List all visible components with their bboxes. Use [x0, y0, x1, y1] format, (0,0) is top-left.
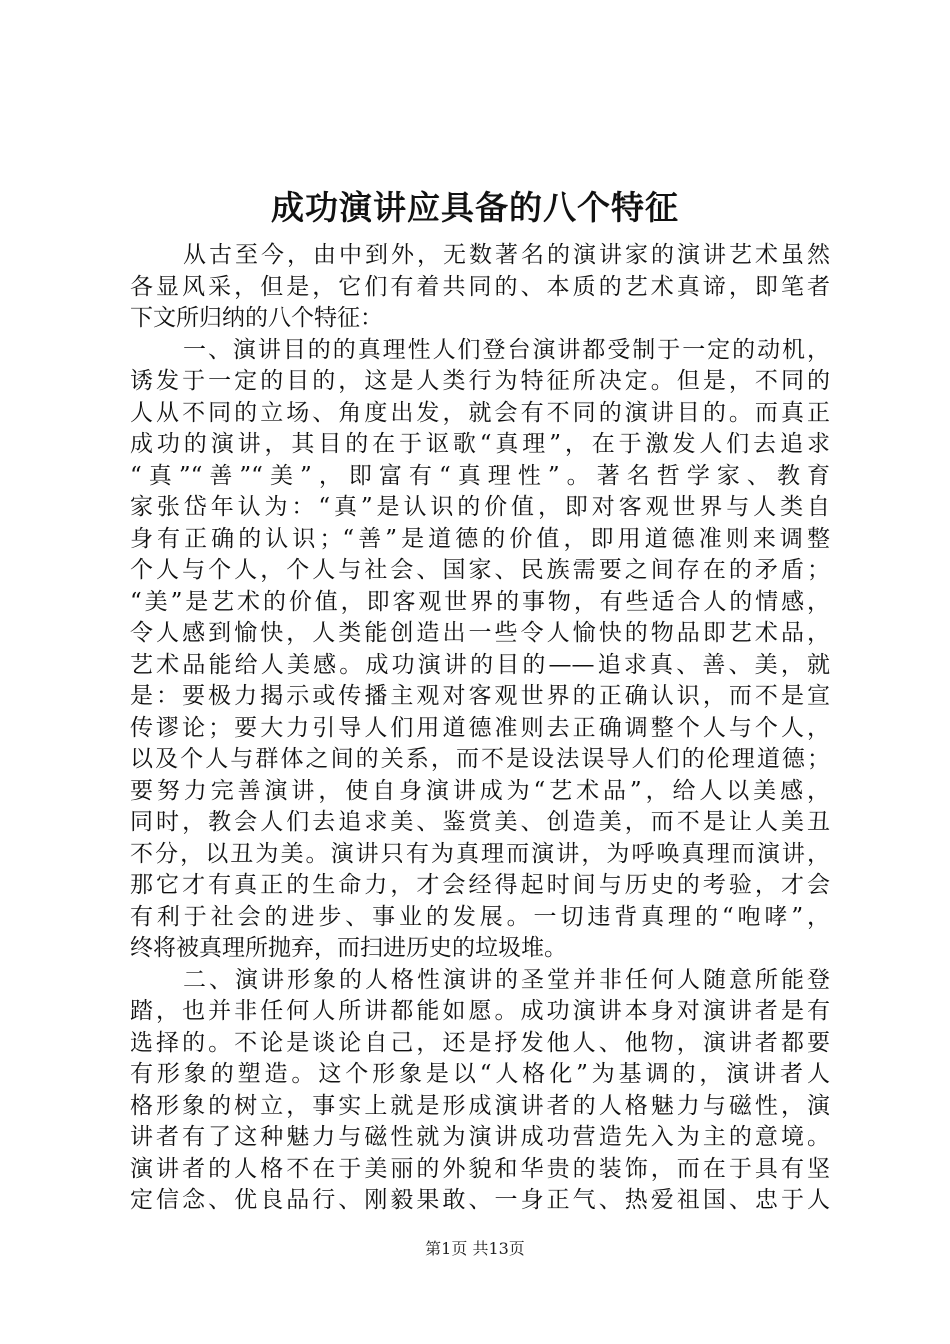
text-line: “真”“善”“美”，即富有“真理性”。著名哲学家、教育 [130, 462, 830, 489]
text-line: “美”是艺术的价值，即客观世界的事物，有些适合人的情感， [130, 588, 830, 615]
text-line: 讲者有了这种魅力与磁性就为演讲成功营造先入为主的意境。 [130, 1124, 830, 1150]
text-line: 人从不同的立场、角度出发，就会有不同的演讲目的。而真正 [130, 399, 830, 426]
text-line: 下文所归纳的八个特征： [130, 305, 383, 331]
text-line: 格形象的树立，事实上就是形成演讲者的人格魅力与磁性，演 [130, 1092, 830, 1119]
document-body [130, 240, 830, 1217]
text-line: 要努力完善演讲，使自身演讲成为“艺术品”，给人以美感， [130, 777, 830, 804]
text-line: 一、演讲目的的真理性人们登台演讲都受制于一定的动机， [183, 336, 830, 363]
text-line: 二、演讲形象的人格性演讲的圣堂并非任何人随意所能登 [183, 966, 830, 993]
text-line: 有形象的塑造。这个形象是以“人格化”为基调的，演讲者人 [130, 1061, 830, 1087]
text-line: 个人与个人，个人与社会、国家、民族需要之间存在的矛盾； [130, 557, 830, 583]
text-line: 家张岱年认为：“真”是认识的价值，即对客观世界与人类自 [130, 494, 830, 520]
text-line: 不分，以丑为美。演讲只有为真理而演讲，为呼唤真理而演讲， [130, 840, 830, 867]
text-line: 终将被真理所抛弃，而扫进历史的垃圾堆。 [130, 935, 567, 961]
text-line: 选择的。不论是谈论自己，还是抒发他人、他物，演讲者都要 [130, 1029, 830, 1056]
text-line: 有利于社会的进步、事业的发展。一切违背真理的“咆哮”， [130, 903, 830, 930]
text-line: 同时，教会人们去追求美、鉴赏美、创造美，而不是让人美丑 [130, 809, 830, 835]
text-line: 踏，也并非任何人所讲都能如愿。成功演讲本身对演讲者是有 [130, 998, 830, 1024]
text-line: 身有正确的认识；“善”是道德的价值，即用道德准则来调整 [130, 525, 830, 552]
document-title: 成功演讲应具备的八个特征 [271, 188, 679, 227]
text-line: 以及个人与群体之间的关系，而不是设法误导人们的伦理道德； [130, 746, 830, 772]
text-line: 定信念、优良品行、刚毅果敢、一身正气、热爱祖国、忠于人 [130, 1187, 830, 1213]
text-line: 演讲者的人格不在于美丽的外貌和华贵的装饰，而在于具有坚 [130, 1155, 830, 1182]
text-line: 艺术品能给人美感。成功演讲的目的——追求真、善、美，就 [130, 651, 830, 678]
text-line: 是：要极力揭示或传播主观对客观世界的正确认识，而不是宣 [130, 683, 830, 709]
text-line: 传谬论；要大力引导人们用道德准则去正确调整个人与个人， [130, 714, 830, 741]
text-line: 从古至今，由中到外，无数著名的演讲家的演讲艺术虽然 [183, 242, 830, 268]
text-line: 成功的演讲，其目的在于讴歌“真理”，在于激发人们去追求 [130, 431, 830, 457]
text-line: 令人感到愉快，人类能创造出一些令人愉快的物品即艺术品， [130, 620, 830, 646]
text-line: 那它才有真正的生命力，才会经得起时间与历史的考验，才会 [130, 872, 830, 898]
text-line: 诱发于一定的目的，这是人类行为特征所决定。但是，不同的 [130, 368, 830, 394]
page-footer: 第1页 共13页 [425, 1239, 525, 1258]
text-line: 各显风采，但是，它们有着共同的、本质的艺术真谛，即笔者 [130, 273, 830, 300]
